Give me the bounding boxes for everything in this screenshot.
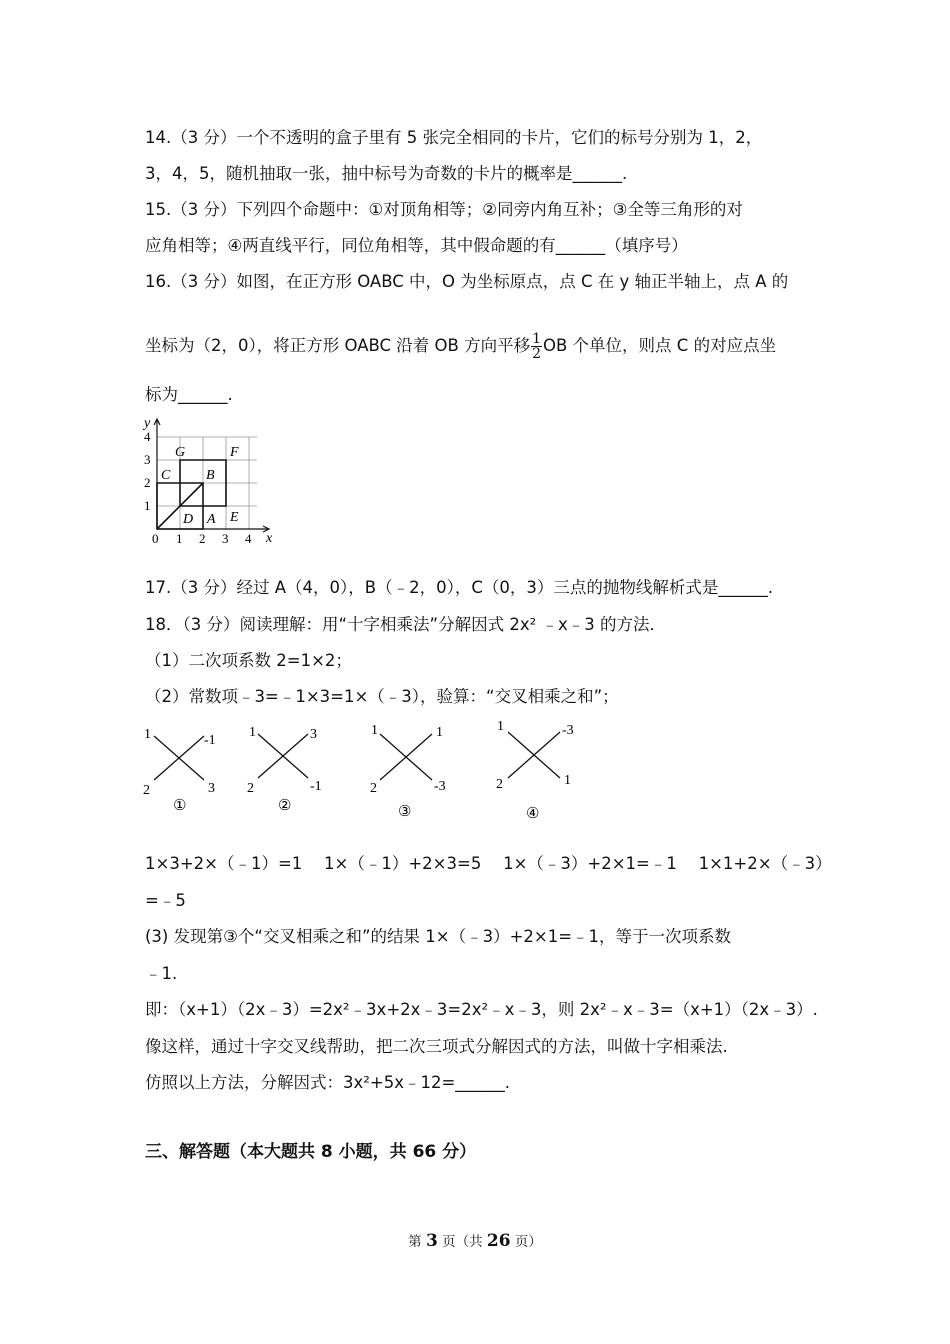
cross-3-bottom-right: -3 [434,779,446,794]
y-axis-label: y [144,416,151,431]
cross-diagram-3 [362,718,457,818]
y-tick-2: 2 [144,475,151,490]
q18-line10: 仿照以上方法，分解因式：3x²+5x﹣12=______. [145,1073,511,1092]
cross-4-top-left: 1 [497,719,504,734]
point-label-a: A [207,512,216,527]
x-axis-label: x [266,531,273,546]
q18-line7: ﹣1. [145,964,178,983]
section-3-heading: 三、解答题（本大题共 8 小题，共 66 分） [145,1142,477,1162]
q18-line5: =﹣5 [145,891,186,910]
cross-4-label: ④ [526,806,540,822]
footer-mid: 页（共 [437,1234,487,1250]
x-tick-1: 1 [176,531,183,546]
cross-1-bottom-left: 2 [143,783,150,798]
cross-3-label: ③ [398,804,412,818]
cross-diagram-4 [488,712,588,822]
point-label-g: G [175,445,186,460]
x-tick-3: 3 [222,531,229,546]
one-half-fraction: $\frac{1}{2}$ [532,331,541,362]
cross-diagram-2 [240,720,335,815]
coordinate-grid-figure [140,412,280,547]
q18-line6: (3) 发现第③个“交叉相乘之和”的结果 1×（﹣3）+2×1=﹣1，等于一次项系数 [145,927,732,946]
y-tick-4: 4 [144,429,151,444]
q15-line2: 应角相等；④两直线平行，同位角相等，其中假命题的有______（填序号） [145,236,688,255]
cross-3-top-right: 1 [436,725,443,740]
q18-line8: 即：（x+1）（2x﹣3）=2x²﹣3x+2x﹣3=2x²﹣x﹣3，则 2x²﹣x﹣3=（x+1）（2x﹣3）. [145,1000,818,1019]
cross-4-bottom-left: 2 [496,777,503,792]
cross-2-bottom-left: 2 [247,781,254,796]
y-tick-3: 3 [144,452,151,467]
cross-1-top-left: 1 [144,727,151,742]
cross-2-label: ② [278,798,292,814]
q15-line1: 15.（3 分）下列四个命题中：①对顶角相等；②同旁内角互补；③全等三角形的对 [145,200,743,219]
q16-line3: 标为______. [145,385,233,404]
point-label-f: F [230,445,239,460]
cross-1-top-right: -1 [204,733,216,748]
q16-line1: 16.（3 分）如图，在正方形 OABC 中，O 为坐标原点，点 C 在 y 轴正半轴上，点 A 的 [145,272,789,291]
point-label-e: E [230,510,239,525]
cross-4-top-right: -3 [562,723,574,738]
q18-line4: 1×3+2×（﹣1）=1 1×（﹣1）+2×3=5 1×（﹣3）+2×1=﹣1 1×1+2×（﹣3） [145,854,832,873]
q14-line2: 3，4，5，随机抽取一张，抽中标号为奇数的卡片的概率是______. [145,164,628,183]
point-label-c: C [161,468,171,483]
q16-line2-after: OB 个单位，则点 C 的对应点坐 [543,336,777,355]
q14-line1: 14.（3 分）一个不透明的盒子里有 5 张完全相同的卡片，它们的标号分别为 1，2， [145,128,763,147]
cross-3-bottom-left: 2 [370,781,377,796]
cross-1-bottom-right: 3 [208,781,215,796]
x-tick-4: 4 [245,531,252,546]
cross-2-top-right: 3 [310,727,317,742]
footer-post: 页） [510,1234,542,1250]
page-footer [0,1230,950,1251]
cross-1-label: ① [173,798,187,814]
q16-line2-before: 坐标为（2，0），将正方形 OABC 沿着 OB 方向平移 [145,336,531,355]
q18-line3: （2）常数项﹣3=﹣1×3=1×（﹣3），验算：“交叉相乘之和”； [145,687,619,706]
cross-4-bottom-right: 1 [564,773,571,788]
cross-2-top-left: 1 [249,725,256,740]
x-tick-2: 2 [199,531,206,546]
q18-line1: 18．（3 分）阅读理解：用“十字相乘法”分解因式 2x² ﹣x﹣3 的方法． [145,615,666,634]
cross-2-bottom-right: -1 [310,779,322,794]
q16-line2 [145,332,776,361]
cross-diagram-1 [138,722,228,817]
point-label-d: D [183,512,194,527]
y-tick-1: 1 [144,498,151,513]
q18-line9: 像这样，通过十字交叉线帮助，把二次三项式分解因式的方法，叫做十字相乘法. [145,1037,728,1056]
cross-3-top-left: 1 [371,723,378,738]
footer-page-number: 3 [425,1231,438,1251]
footer-total-pages: 26 [486,1231,511,1251]
q18-line2: （1）二次项系数 2=1×2； [145,651,352,670]
footer-pre: 第 [408,1234,426,1250]
origin-label: 0 [152,531,159,546]
q17-line1: 17.（3 分）经过 A（4，0），B（﹣2，0），C（0，3）三点的抛物线解析式是______. [145,578,774,597]
point-label-b: B [206,468,215,483]
